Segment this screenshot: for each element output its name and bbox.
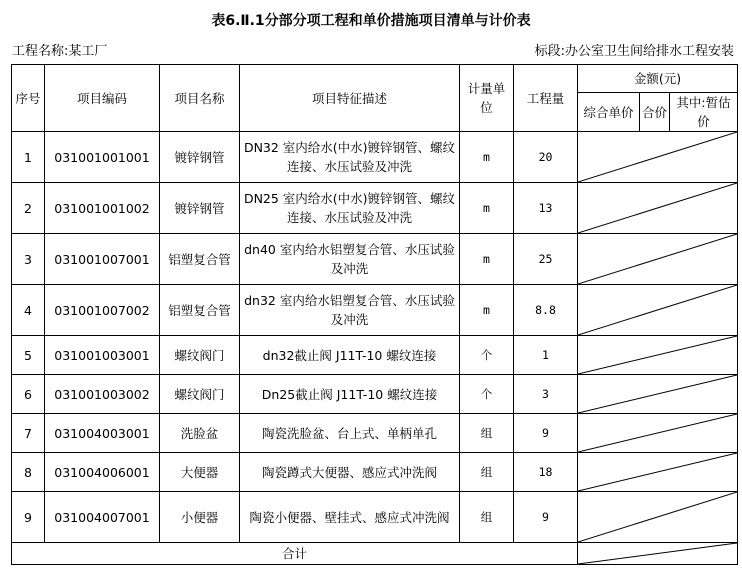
diagonal-slash: [578, 492, 737, 542]
cell-name: 镀锌钢管: [160, 183, 240, 234]
diagonal-slash: [578, 543, 737, 564]
diagonal-slash: [578, 183, 737, 233]
cell-unit: m: [460, 132, 514, 183]
cell-qty: 3: [514, 375, 578, 414]
cell-qty: 25: [514, 234, 578, 285]
header-code: 项目编码: [45, 65, 160, 132]
cell-name: 大便器: [160, 453, 240, 492]
cell-desc: DN25 室内给水(中水)镀锌钢管、螺纹连接、水压试验及冲洗: [240, 183, 460, 234]
amount-cell-blank: [578, 336, 738, 375]
amount-cell-blank: [578, 453, 738, 492]
cell-unit: m: [460, 183, 514, 234]
cell-seq: 1: [12, 132, 45, 183]
table-row: [12, 336, 738, 375]
diagonal-slash: [578, 234, 737, 284]
cell-seq: 4: [12, 285, 45, 336]
cell-seq: 7: [12, 414, 45, 453]
cell-name: 铝塑复合管: [160, 285, 240, 336]
cell-code: 031004003001: [45, 414, 160, 453]
cell-qty: 9: [514, 414, 578, 453]
cell-unit: 组: [460, 492, 514, 543]
cell-code: 031004007001: [45, 492, 160, 543]
total-label: 合计: [12, 543, 578, 565]
cell-code: 031001003001: [45, 336, 160, 375]
amount-cell-blank: [578, 183, 738, 234]
cell-name: 小便器: [160, 492, 240, 543]
header-unit: 计量单位: [460, 65, 514, 132]
cell-unit: 组: [460, 453, 514, 492]
header-desc: 项目特征描述: [240, 65, 460, 132]
amount-cell-blank: [578, 375, 738, 414]
cell-name: 螺纹阀门: [160, 375, 240, 414]
cell-qty: 20: [514, 132, 578, 183]
cell-desc: dn40 室内给水铝塑复合管、水压试验及冲洗: [240, 234, 460, 285]
cell-desc: dn32 室内给水铝塑复合管、水压试验及冲洗: [240, 285, 460, 336]
cell-code: 031001007002: [45, 285, 160, 336]
cell-unit: m: [460, 234, 514, 285]
amount-cell-blank: [578, 285, 738, 336]
cell-unit: m: [460, 285, 514, 336]
table-row: [12, 453, 738, 492]
diagonal-slash: [578, 375, 737, 413]
table-row: [12, 132, 738, 183]
table-row: [12, 285, 738, 336]
amount-cell-blank: [578, 234, 738, 285]
cell-seq: 5: [12, 336, 45, 375]
header-amount: 金额(元): [578, 65, 738, 93]
table-row: [12, 183, 738, 234]
table-row: [12, 492, 738, 543]
cell-name: 洗脸盆: [160, 414, 240, 453]
bill-of-quantities-table: [11, 64, 738, 565]
cell-name: 螺纹阀门: [160, 336, 240, 375]
header-provisional: 其中:暂估价: [670, 93, 738, 132]
cell-seq: 8: [12, 453, 45, 492]
cell-qty: 1: [514, 336, 578, 375]
amount-cell-blank: [578, 492, 738, 543]
diagonal-slash: [578, 132, 737, 182]
cell-desc: 陶瓷小便器、壁挂式、感应式冲洗阀: [240, 492, 460, 543]
cell-desc: 陶瓷蹲式大便器、感应式冲洗阀: [240, 453, 460, 492]
cell-qty: 8.8: [514, 285, 578, 336]
section-name: 标段:办公室卫生间给排水工程安装: [534, 44, 734, 59]
cell-code: 031004006001: [45, 453, 160, 492]
header-seq: 序号: [12, 65, 45, 132]
amount-cell-blank: [578, 414, 738, 453]
cell-name: 镀锌钢管: [160, 132, 240, 183]
cell-qty: 9: [514, 492, 578, 543]
cell-unit: 组: [460, 414, 514, 453]
cell-qty: 18: [514, 453, 578, 492]
header-name: 项目名称: [160, 65, 240, 132]
cell-seq: 3: [12, 234, 45, 285]
cell-unit: 个: [460, 375, 514, 414]
total-row: [12, 543, 738, 565]
diagonal-slash: [578, 336, 737, 374]
cell-desc: Dn25截止阀 J11T-10 螺纹连接: [240, 375, 460, 414]
project-name: 工程名称:某工厂: [12, 44, 108, 59]
header-total-price: 合价: [640, 93, 670, 132]
table-row: [12, 234, 738, 285]
amount-cell-blank: [578, 132, 738, 183]
cell-seq: 6: [12, 375, 45, 414]
cell-desc: 陶瓷洗脸盆、台上式、单柄单孔: [240, 414, 460, 453]
header-unit-price: 综合单价: [578, 93, 640, 132]
total-amount-blank: [578, 543, 738, 565]
diagonal-slash: [578, 414, 737, 452]
cell-desc: dn32截止阀 J11T-10 螺纹连接: [240, 336, 460, 375]
cell-code: 031001007001: [45, 234, 160, 285]
diagonal-slash: [578, 453, 737, 491]
cell-code: 031001003002: [45, 375, 160, 414]
cell-name: 铝塑复合管: [160, 234, 240, 285]
header-row-top: [12, 65, 738, 93]
cell-code: 031001001002: [45, 183, 160, 234]
table-row: [12, 414, 738, 453]
cell-seq: 9: [12, 492, 45, 543]
cell-seq: 2: [12, 183, 45, 234]
diagonal-slash: [578, 285, 737, 335]
cell-desc: DN32 室内给水(中水)镀锌钢管、螺纹连接、水压试验及冲洗: [240, 132, 460, 183]
cell-qty: 13: [514, 183, 578, 234]
cell-unit: 个: [460, 336, 514, 375]
table-row: [12, 375, 738, 414]
table-title: 表6.Ⅱ.1分部分项工程和单价措施项目清单与计价表: [211, 13, 531, 29]
header-qty: 工程量: [514, 65, 578, 132]
cell-code: 031001001001: [45, 132, 160, 183]
